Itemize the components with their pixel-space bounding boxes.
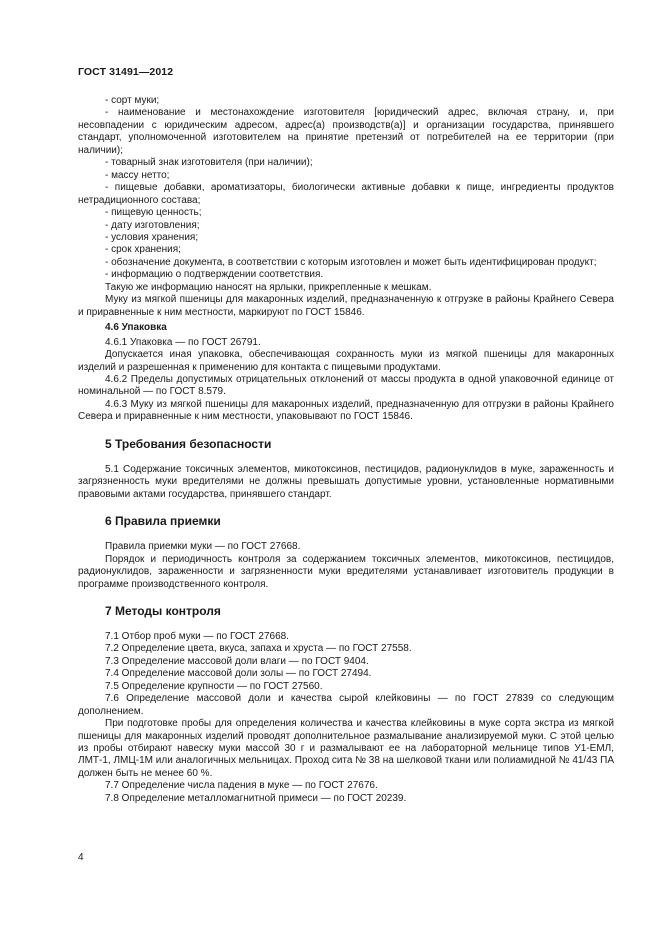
list-item: 7.1 Отбор проб муки — по ГОСТ 27668. [105, 630, 289, 642]
list-item: - наименование и местонахождение изготовителя [юридический адрес, включая страну, и, при несовпадении с юридическим адресом, адрес(а) производств(а)] и организации государства, принявшего стандарт, уполномоченной изготовителем на принятие претензий от потребителей на ее территории (при наличии); [78, 107, 614, 156]
section-heading-6: 6 Правила приемки [105, 514, 221, 529]
section-heading-7: 7 Методы контроля [105, 603, 221, 618]
paragraph: 4.6.2 Пределы допустимых отрицательных отклонений от массы продукта в одной упаковочной единице от номинальной — по ГОСТ 8.579. [78, 373, 614, 398]
paragraph: Правила приемки муки — по ГОСТ 27668. [105, 541, 301, 553]
list-item: - сорт муки; [105, 95, 160, 106]
paragraph: 5.1 Содержание токсичных элементов, микотоксинов, пестицидов, радионуклидов в муке, зараженность и загрязненность муки вредителями не должны превышать допустимые уровни, установленные нормативными правовыми актами государства, принявшего стандарт. [78, 463, 614, 500]
subsection-heading-4-6: 4.6 Упаковка [105, 322, 167, 334]
list-item: 7.3 Определение массовой доли влаги — по ГОСТ 9404. [105, 655, 369, 667]
list-item: 7.2 Определение цвета, вкуса, запаха и хруста — по ГОСТ 27558. [105, 643, 412, 655]
list-item: - условия хранения; [105, 231, 199, 243]
paragraph: При подготовке пробы для определения количества и качества клейковины в муке сорта экстра из мягкой пшеницы для макаронных изделий проводят дополнительное размалывание анализируемой муки. С этой целью из пробы отбирают навеску муки массой 30 г и размалывают ее на лабораторной мельнице типов У1-ЕМЛ, ЛМТ-1, ЛМЦ-1М или аналогичных мельницах. Проход сита № 38 на шелковой ткани или полиамидной № 41/43 ПА должен быть не менее 60 %. [78, 718, 614, 779]
list-item: - дату изготовления; [105, 219, 200, 231]
list-item: - пищевую ценность; [105, 207, 202, 219]
list-item: 7.4 Определение массовой доли золы — по ГОСТ 27494. [105, 668, 372, 680]
document-body [78, 95, 614, 805]
paragraph: 4.6.1 Упаковка — по ГОСТ 26791. [105, 336, 261, 348]
list-item: - массу нетто; [105, 169, 170, 181]
document-header: ГОСТ 31491—2012 [78, 66, 174, 78]
section-heading-5: 5 Требования безопасности [105, 436, 272, 451]
list-item: - пищевые добавки, ароматизаторы, биологически активные добавки к пище, ингредиенты продуктов нетрадиционного состава; [78, 182, 614, 206]
list-item: - товарный знак изготовителя (при наличии); [105, 157, 313, 169]
page-number: 4 [78, 852, 84, 863]
paragraph: Допускается иная упаковка, обеспечивающая сохранность муки из мягкой пшеницы для макаронных изделий и разрешенная к применению для контакта с пищевыми продуктами. [78, 349, 614, 373]
list-item: 7.6 Определение массовой доли и качества сырой клейковины — по ГОСТ 27839 со следующим дополнением. [78, 693, 614, 717]
list-item: 7.5 Определение крупности — по ГОСТ 27560. [105, 680, 323, 692]
paragraph-labels: Такую же информацию наносят на ярлыки, прикрепленные к мешкам. [105, 281, 432, 293]
paragraph-north-marking: Муку из мягкой пшеницы для макаронных изделий, предназначенную к отгрузке в районы Крайнего Севера и приравненные к ним местности, маркируют по ГОСТ 15846. [78, 294, 614, 318]
list-item: - информацию о подтверждении соответствия. [105, 269, 324, 281]
paragraph: Порядок и периодичность контроля за содержанием токсичных элементов, микотоксинов, пестицидов, радионуклидов, зараженности и загрязненности муки вредителями устанавливает изготовитель продукции в программе производственного контроля. [78, 553, 614, 590]
list-item: - срок хранения; [105, 244, 181, 256]
list-item: 7.8 Определение металломагнитной примеси — по ГОСТ 20239. [105, 792, 407, 804]
paragraph: 4.6.3 Муку из мягкой пшеницы для макаронных изделий, предназначенную для отгрузки в районы Крайнего Севера и приравненные к ним местности, упаковывают по ГОСТ 15846. [78, 398, 614, 423]
list-item: - обозначение документа, в соответствии с которым изготовлен и может быть идентифицирован продукт; [105, 256, 597, 268]
list-item: 7.7 Определение числа падения в муке — по ГОСТ 27676. [105, 780, 378, 792]
